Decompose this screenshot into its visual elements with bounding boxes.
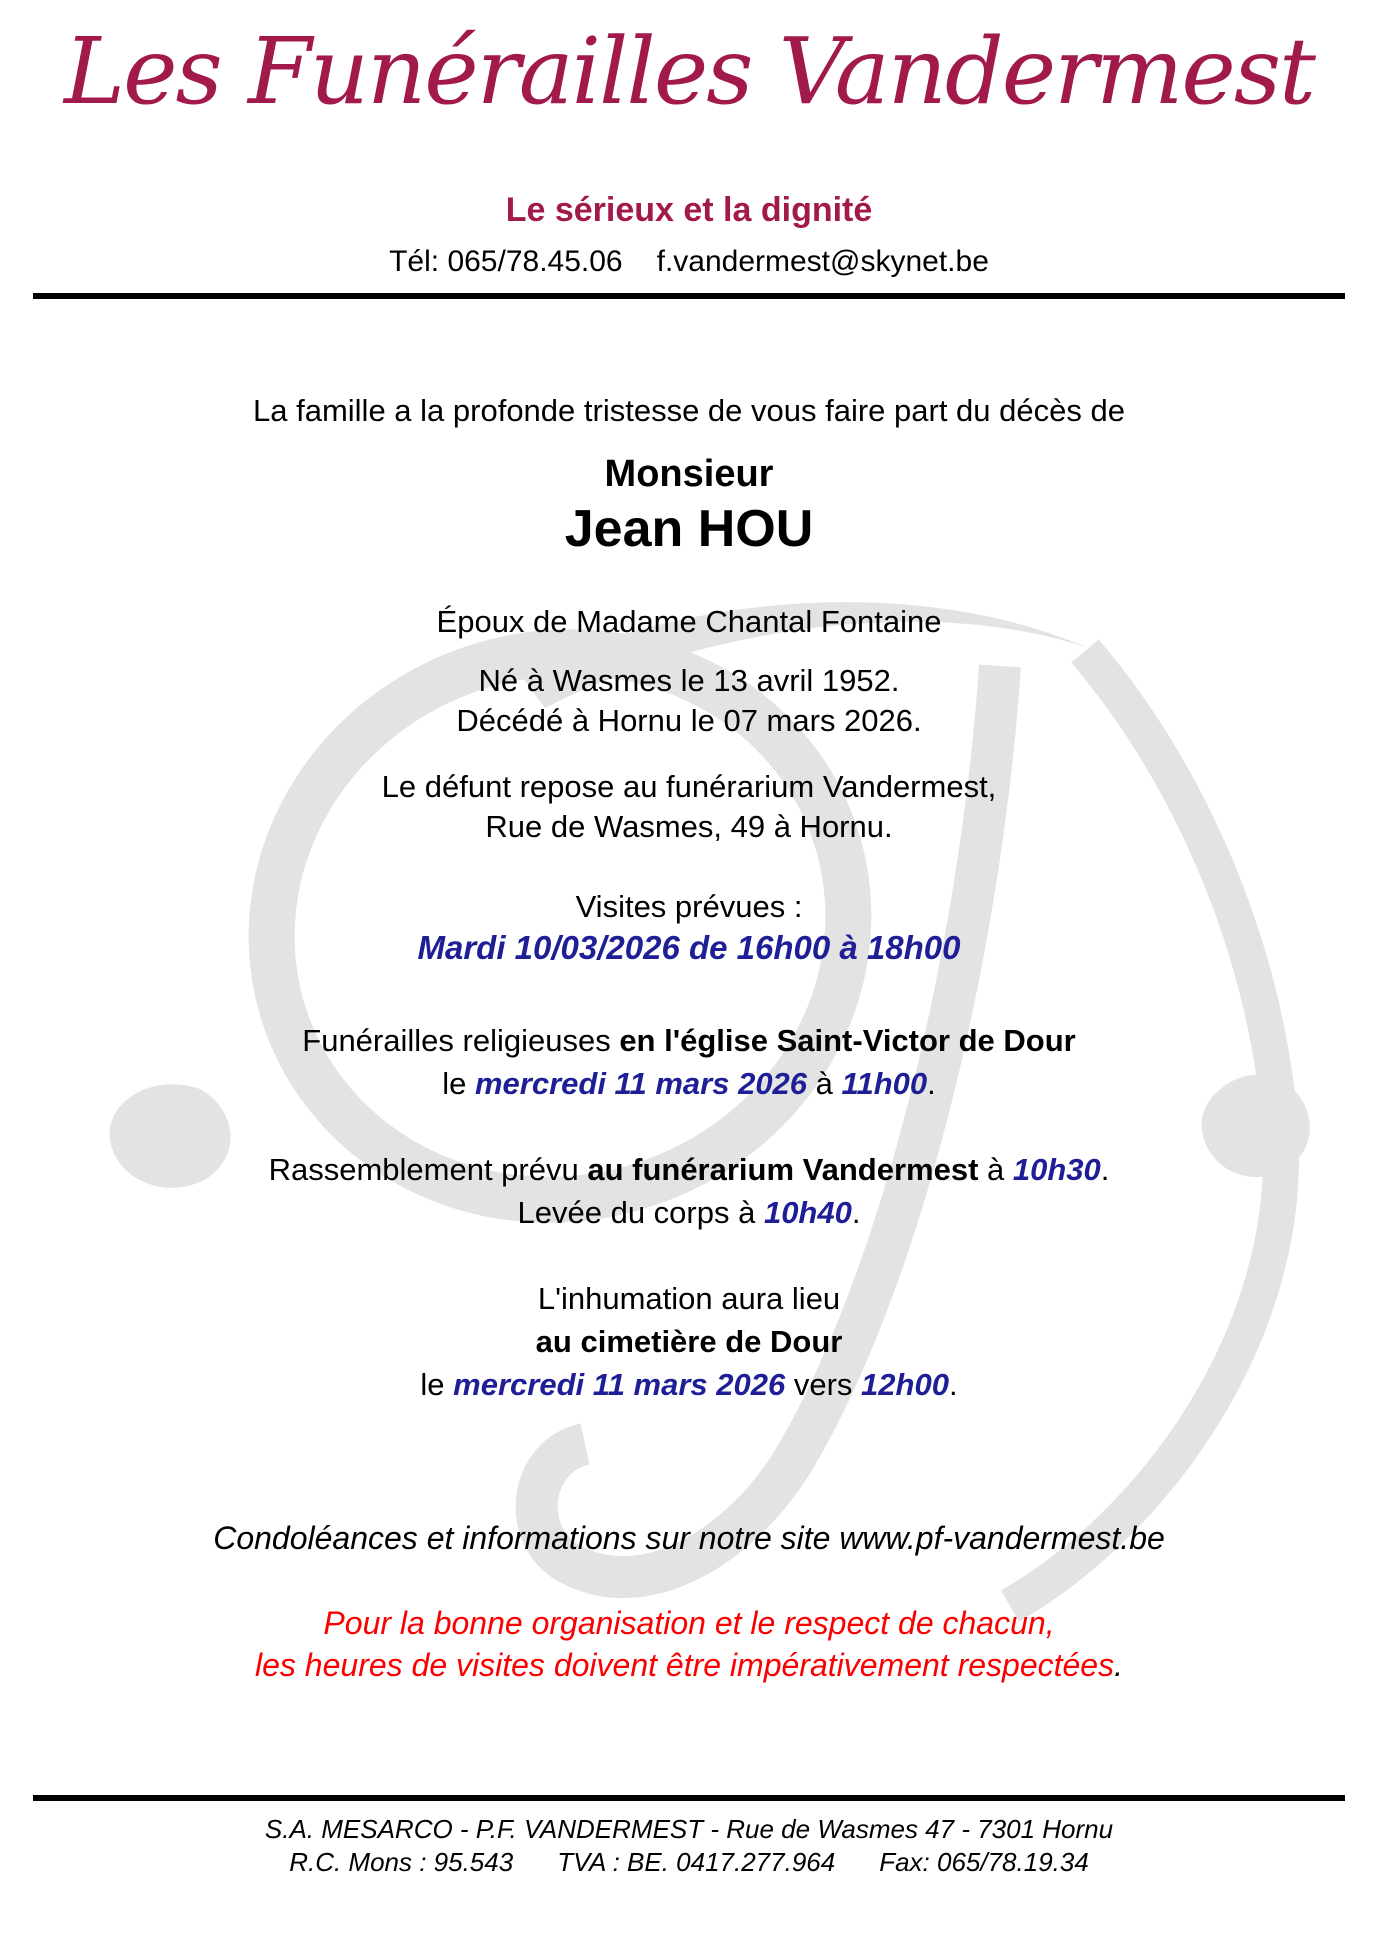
contact-line: [0, 244, 1378, 280]
company-footer: [0, 1813, 1378, 1879]
burial-block: [0, 1277, 1378, 1406]
funeral-location-line: [0, 1019, 1378, 1062]
death-line: Décédé à Hornu le 07 mars 2026.: [456, 703, 922, 738]
funeral-location: en l'église Saint-Victor de Dour: [619, 1023, 1076, 1058]
burial-date: mercredi 11 mars 2026: [453, 1367, 786, 1402]
funeral-date: mercredi 11 mars 2026: [474, 1066, 808, 1101]
funeral-at: à: [807, 1066, 842, 1101]
repose-line2: Rue de Wasmes, 49 à Hornu.: [485, 809, 893, 844]
header-divider: [33, 293, 1345, 299]
deceased-salutation: Monsieur: [604, 453, 774, 495]
assembly-time: 10h30: [1012, 1152, 1101, 1187]
funeral-announcement-page: [0, 6, 1378, 1954]
funeral-prefix: Funérailles religieuses: [302, 1023, 620, 1058]
notice-line2: [0, 1644, 1378, 1686]
funeral-time: 11h00: [841, 1066, 928, 1101]
email-address: f.vandermest@skynet.be: [656, 245, 989, 278]
phone-number: Tél: 065/78.45.06: [389, 245, 623, 278]
assembly-location: au funérarium Vandermest: [587, 1152, 979, 1187]
funeral-service-block: [0, 1019, 1378, 1105]
funeral-period: .: [927, 1066, 936, 1101]
assembly-line: [0, 1148, 1378, 1191]
visits-schedule: Mardi 10/03/2026 de 16h00 à 18h00: [417, 929, 961, 966]
burial-le: le: [420, 1367, 454, 1402]
footer-rc: R.C. Mons : 95.543: [289, 1847, 514, 1877]
funeral-home-brand-title: Les Funérailles Vandermest: [63, 18, 1315, 125]
burial-time: 12h00: [861, 1367, 949, 1402]
repose-line1: Le défunt repose au funérarium Vandermest,: [381, 769, 997, 804]
brand-tagline: Le sérieux et la dignité: [505, 191, 873, 229]
assembly-block: [0, 1148, 1378, 1234]
spouse-line: Époux de Madame Chantal Fontaine: [436, 604, 942, 639]
visits-block: [0, 887, 1378, 969]
announcement-content: [0, 6, 1378, 1879]
footer-tva: TVA : BE. 0417.277.964: [557, 1847, 836, 1877]
levee-time: 10h40: [763, 1195, 852, 1230]
announcement-intro: La famille a la profonde tristesse de vous faire part du décès de: [253, 393, 1125, 428]
notice-line1: Pour la bonne organisation et le respect de chacun,: [323, 1605, 1055, 1641]
visits-label: Visites prévues :: [575, 889, 803, 924]
repose-block: [0, 767, 1378, 847]
visiting-hours-notice: [0, 1602, 1378, 1686]
burial-line1: L'inhumation aura lieu: [537, 1281, 841, 1316]
deceased-name: Jean HOU: [564, 500, 814, 558]
assembly-at: à: [978, 1152, 1013, 1187]
levee-period: .: [851, 1195, 861, 1230]
body-removal-line: [0, 1191, 1378, 1234]
burial-vers: vers: [785, 1367, 862, 1402]
birth-line: Né à Wasmes le 13 avril 1952.: [478, 663, 900, 698]
birth-death-dates: [0, 661, 1378, 741]
burial-datetime-line: [0, 1363, 1378, 1406]
notice-period: .: [1114, 1647, 1123, 1683]
footer-address-line: S.A. MESARCO - P.F. VANDERMEST - Rue de Wasmes 47 - 7301 Hornu: [264, 1814, 1114, 1844]
burial-period: .: [948, 1367, 958, 1402]
burial-cemetery: au cimetière de Dour: [535, 1324, 843, 1359]
assembly-period: .: [1100, 1152, 1110, 1187]
footer-registration-line: [0, 1846, 1378, 1879]
condolences-line: Condoléances et informations sur notre site www.pf-vandermest.be: [213, 1520, 1165, 1556]
funeral-le: le: [442, 1066, 475, 1101]
levee-prefix: Levée du corps à: [517, 1195, 764, 1230]
footer-fax: Fax: 065/78.19.34: [879, 1847, 1089, 1877]
footer-divider: [33, 1795, 1345, 1801]
notice-line2-text: les heures de visites doivent être impérativement respectées: [255, 1647, 1115, 1683]
funeral-datetime-line: [0, 1062, 1378, 1105]
assembly-prefix: Rassemblement prévu: [268, 1152, 588, 1187]
